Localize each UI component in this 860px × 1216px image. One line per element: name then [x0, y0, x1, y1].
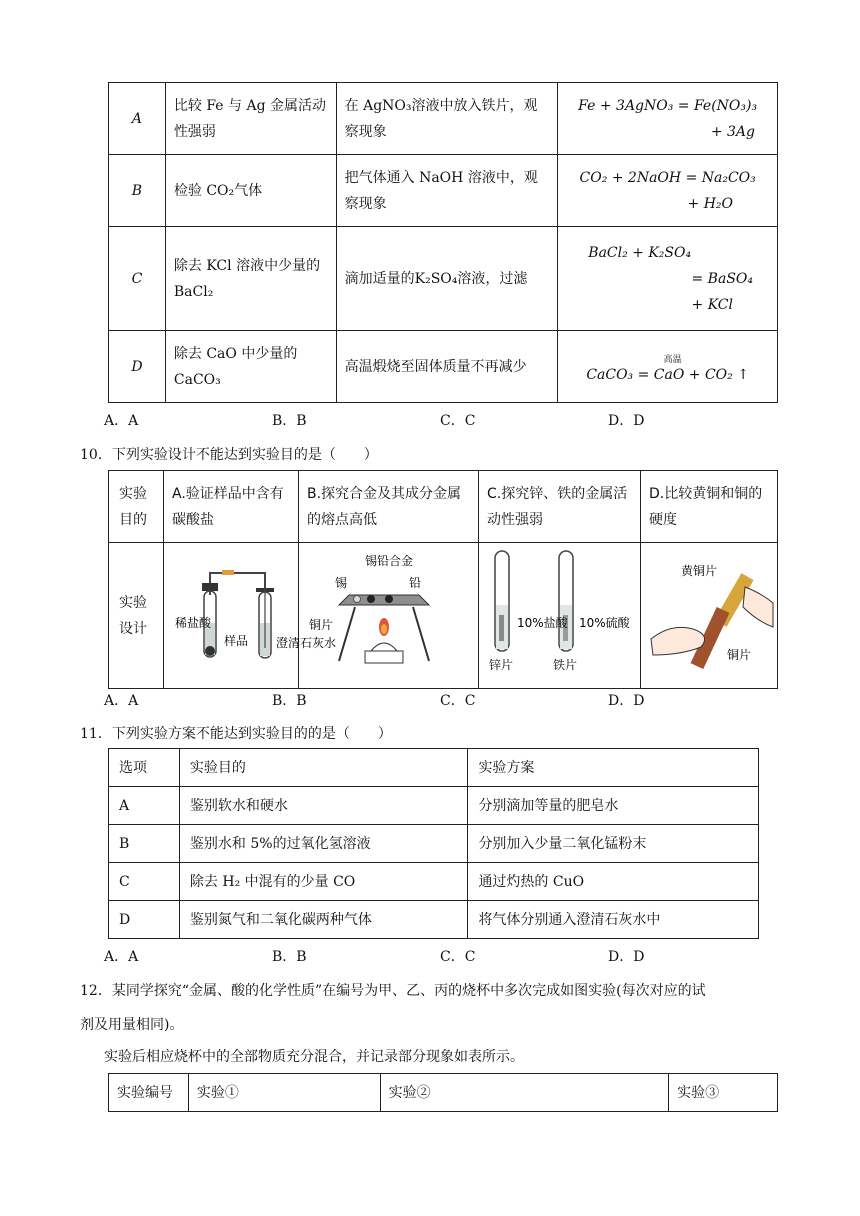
equation-line: CaCO₃ = CaO + CO₂ ↑	[586, 366, 749, 383]
purpose-cell: A.验证样品中含有碳酸盐	[164, 471, 299, 543]
figure-d-apparatus	[641, 543, 777, 679]
equation-cell	[558, 155, 778, 227]
equation-line: + H₂O	[687, 195, 733, 212]
table-row	[109, 825, 759, 863]
cell: 将气体分别通入澄清石灰水中	[468, 901, 759, 939]
table-row	[109, 83, 778, 155]
purpose-cell: 除去 CaO 中少量的 CaCO₃	[165, 331, 336, 403]
cell: 鉴别水和 5%的过氧化氢溶液	[179, 825, 468, 863]
label-lead: 铅	[409, 576, 422, 590]
method-cell: 在 AgNO₃溶液中放入铁片，观察现象	[336, 83, 558, 155]
label-copper-plate: 铜片	[309, 618, 334, 632]
label-dilute-acid: 稀盐酸	[175, 616, 212, 630]
equation-line: = BaSO₄	[691, 270, 753, 287]
purpose-cell: C.探究锌、铁的金属活动性强弱	[479, 471, 641, 543]
equation-cell	[558, 83, 778, 155]
cell: C	[109, 863, 180, 901]
purpose-cell: 检验 CO₂气体	[165, 155, 336, 227]
header-cell: 实验目的	[179, 749, 468, 787]
label-alloy: 锡铅合金	[365, 554, 414, 568]
option-a[interactable]: A．A	[104, 693, 139, 709]
figure-d-cell	[641, 543, 778, 689]
purpose-cell: D.比较黄铜和铜的硬度	[641, 471, 778, 543]
row-header: 实验目的	[109, 471, 164, 543]
q12-stem-line1: 12．某同学探究“金属、酸的化学性质”在编号为甲、乙、丙的烧杯中多次完成如图实验(每次对应的试	[80, 983, 706, 999]
equation-cell	[558, 331, 778, 403]
cell: B	[109, 825, 180, 863]
option-a[interactable]: A．A	[104, 949, 139, 965]
option-b[interactable]: B．B	[272, 949, 307, 965]
table-q10	[108, 470, 778, 689]
cell: 分别加入少量二氧化锰粉末	[468, 825, 759, 863]
header-cell: 实验①	[188, 1074, 380, 1112]
table-row	[109, 901, 759, 939]
q11-options	[104, 946, 784, 966]
q9-options	[104, 410, 784, 430]
figure-b-cell	[299, 543, 479, 689]
label-hcl: 10%盐酸	[517, 616, 568, 630]
table-row	[109, 331, 778, 403]
row-label: B	[109, 155, 166, 227]
figure-c-cell	[479, 543, 641, 689]
method-cell: 高温煅烧至固体质量不再减少	[336, 331, 558, 403]
table-row	[109, 471, 778, 543]
table-row	[109, 1074, 778, 1112]
option-d[interactable]: D．D	[608, 413, 645, 429]
table-row	[109, 749, 759, 787]
table-q11	[108, 748, 759, 939]
table-q12	[108, 1073, 778, 1112]
option-d[interactable]: D．D	[608, 949, 645, 965]
equation-line: CO₂ + 2NaOH = Na₂CO₃	[579, 169, 756, 186]
purpose-cell: B.探究合金及其成分金属的熔点高低	[299, 471, 479, 543]
option-b[interactable]: B．B	[272, 693, 307, 709]
table-q9	[108, 82, 778, 403]
row-label: C	[109, 227, 166, 331]
header-cell: 选项	[109, 749, 180, 787]
equation-line: BaCl₂ + K₂SO₄	[588, 244, 692, 261]
cell: 鉴别软水和硬水	[179, 787, 468, 825]
row-label: A	[109, 83, 166, 155]
figure-b-apparatus	[299, 543, 478, 679]
equation-line: Fe + 3AgNO₃ = Fe(NO₃)₃	[578, 97, 758, 114]
table-row	[109, 863, 759, 901]
table-row	[109, 543, 778, 689]
header-cell: 实验③	[669, 1074, 778, 1112]
header-cell: 实验②	[380, 1074, 669, 1112]
purpose-cell: 比较 Fe 与 Ag 金属活动性强弱	[165, 83, 336, 155]
cell: 通过灼热的 CuO	[468, 863, 759, 901]
label-sample: 样品	[224, 634, 249, 648]
equation-line: + KCl	[691, 296, 733, 313]
equation-cell	[558, 227, 778, 331]
option-a[interactable]: A．A	[104, 413, 139, 429]
cell: 分别滴加等量的肥皂水	[468, 787, 759, 825]
cell: 除去 H₂ 中混有的少量 CO	[179, 863, 468, 901]
option-c[interactable]: C．C	[440, 949, 476, 965]
q10-stem: 10．下列实验设计不能达到实验目的是（ ）	[80, 447, 378, 463]
table-row	[109, 155, 778, 227]
reaction-condition: 高温	[663, 354, 682, 365]
label-zinc: 锌片	[489, 658, 514, 672]
cell: D	[109, 901, 180, 939]
method-cell: 把气体通入 NaOH 溶液中，观察现象	[336, 155, 558, 227]
option-c[interactable]: C．C	[440, 413, 476, 429]
label-limewater: 澄清石灰水	[276, 636, 337, 650]
header-cell: 实验编号	[109, 1074, 189, 1112]
label-copper: 铜片	[727, 648, 752, 662]
row-label: D	[109, 331, 166, 403]
label-tin: 锡	[335, 576, 348, 590]
label-iron: 铁片	[553, 658, 578, 672]
q10-options	[104, 690, 784, 710]
label-h2so4: 10%硫酸	[579, 616, 630, 630]
option-b[interactable]: B．B	[272, 413, 307, 429]
cell: 鉴别氮气和二氧化碳两种气体	[179, 901, 468, 939]
q11-stem: 11．下列实验方案不能达到实验目的的是（ ）	[80, 726, 392, 742]
row-header: 实验设计	[109, 543, 164, 689]
table-row	[109, 227, 778, 331]
figure-c-apparatus	[479, 543, 640, 679]
table-row	[109, 787, 759, 825]
option-d[interactable]: D．D	[608, 693, 645, 709]
label-brass: 黄铜片	[681, 564, 718, 578]
equation-line: + 3Ag	[710, 123, 755, 140]
purpose-cell: 除去 KCl 溶液中少量的 BaCl₂	[165, 227, 336, 331]
q12-stem-line2: 剂及用量相同)。	[80, 1017, 184, 1033]
method-cell: 滴加适量的K₂SO₄溶液，过滤	[336, 227, 558, 331]
header-cell: 实验方案	[468, 749, 759, 787]
option-c[interactable]: C．C	[440, 693, 476, 709]
q12-paragraph: 实验后相应烧杯中的全部物质充分混合，并记录部分现象如表所示。	[104, 1049, 524, 1065]
cell: A	[109, 787, 180, 825]
